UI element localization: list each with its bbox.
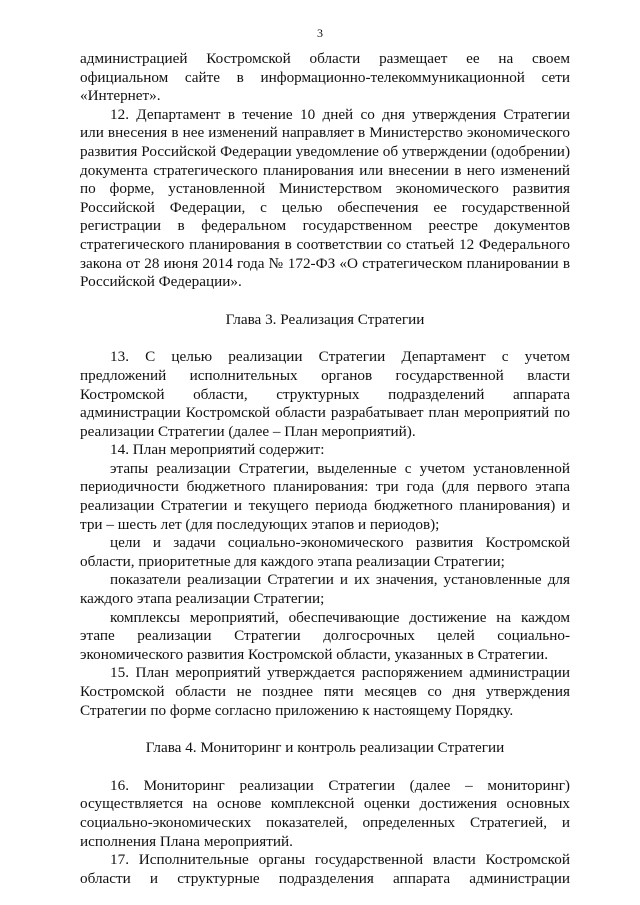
text-line: или внесения в нее изменений направляет в Министерство экономического	[80, 124, 570, 142]
text-line: исполнения Плана мероприятий.	[80, 832, 293, 850]
text-line: цели и задачи социально-экономического развития Костромской	[110, 534, 570, 552]
page-number: 3	[317, 26, 323, 40]
paragraph	[80, 441, 570, 460]
text-line: реализации Стратегии и текущего периода бюджетного планирования) и	[80, 497, 570, 515]
paragraph	[80, 348, 570, 441]
chapter-heading: Глава 3. Реализация Стратегии	[225, 310, 425, 328]
text-line: документа стратегического планирования или внесении в него изменений	[80, 161, 570, 179]
paragraph	[80, 609, 570, 665]
document-body	[80, 50, 570, 888]
text-line: показатели реализации Стратегии и их значения, установленные для	[110, 571, 570, 589]
paragraph	[80, 534, 570, 571]
text-line: 12. Департамент в течение 10 дней со дня утверждения Стратегии	[110, 105, 570, 123]
chapter-heading: Глава 4. Мониторинг и контроль реализации Стратегии	[145, 739, 505, 757]
text-line: 17. Исполнительные органы государственной власти Костромской	[110, 851, 570, 869]
text-line: Российской Федерации, с целью обеспечения ее государственной	[80, 198, 570, 216]
text-line: периодичности бюджетного планирования: три года (для первого этапа	[80, 478, 570, 496]
text-line: стратегического планирования в соответствии со статьей 12 Федерального	[80, 235, 570, 253]
text-line: предложений исполнительных органов государственной власти	[80, 366, 570, 384]
text-line: официальном сайте в информационно-телекоммуникационной сети	[80, 68, 570, 86]
paragraph	[80, 664, 570, 720]
paragraph	[80, 460, 570, 534]
text-line: регистрации в федеральном государственном реестре документов	[80, 217, 570, 235]
text-line: комплексы мероприятий, обеспечивающие достижение на каждом	[110, 608, 570, 626]
text-line: области и структурные подразделения аппарата администрации	[80, 869, 570, 887]
text-line: развития Российской Федерации уведомление об утверждении (одобрении)	[80, 142, 570, 160]
text-line: 14. План мероприятий содержит:	[110, 441, 325, 459]
text-line: по форме, установленной Министерством экономического развития	[80, 180, 570, 198]
text-line: этапы реализации Стратегии, выделенные с учетом установленной	[110, 459, 570, 477]
text-line: этапе реализации Стратегии долгосрочных целей социально-	[80, 627, 570, 645]
text-line: 15. План мероприятий утверждается распоряжением администрации	[110, 664, 570, 682]
paragraph	[80, 106, 570, 292]
text-line: экономического развития Костромской области, указанных в Стратегии.	[80, 645, 549, 663]
text-line: Российской Федерации».	[80, 273, 242, 291]
text-line: администрации Костромской области разрабатывает план мероприятий по	[80, 404, 570, 422]
text-line: Костромской области не позднее пяти месяцев со дня утверждения	[80, 683, 570, 700]
text-line: 16. Мониторинг реализации Стратегии (далее – мониторинг)	[110, 776, 570, 794]
text-line: три – шесть лет (для последующих этапов и периодов);	[80, 515, 440, 533]
text-line: администрацией Костромской области размещает ее на своем	[80, 50, 570, 67]
text-line: «Интернет».	[80, 87, 161, 105]
text-line: Костромской области, структурных подразделений аппарата	[80, 385, 570, 403]
text-line: Стратегии по форме согласно приложению к настоящему Порядку.	[80, 701, 514, 719]
text-line: осуществляется на основе комплексной оценки достижения основных	[80, 795, 570, 813]
paragraph	[80, 50, 570, 106]
text-line: каждого этапа реализации Стратегии;	[80, 590, 325, 608]
text-line: социально-экономических показателей, определенных Стратегией, и	[80, 813, 570, 831]
text-line: 13. С целью реализации Стратегии Департамент с учетом	[110, 348, 570, 366]
text-line: области, приоритетные для каждого этапа реализации Стратегии;	[80, 552, 505, 570]
text-line: закона от 28 июня 2014 года № 172-ФЗ «О стратегическом планировании в	[80, 254, 570, 272]
paragraph	[80, 571, 570, 608]
paragraph	[80, 777, 570, 851]
text-line: реализации Стратегии (далее – План мероприятий).	[80, 422, 416, 440]
paragraph	[80, 851, 570, 888]
